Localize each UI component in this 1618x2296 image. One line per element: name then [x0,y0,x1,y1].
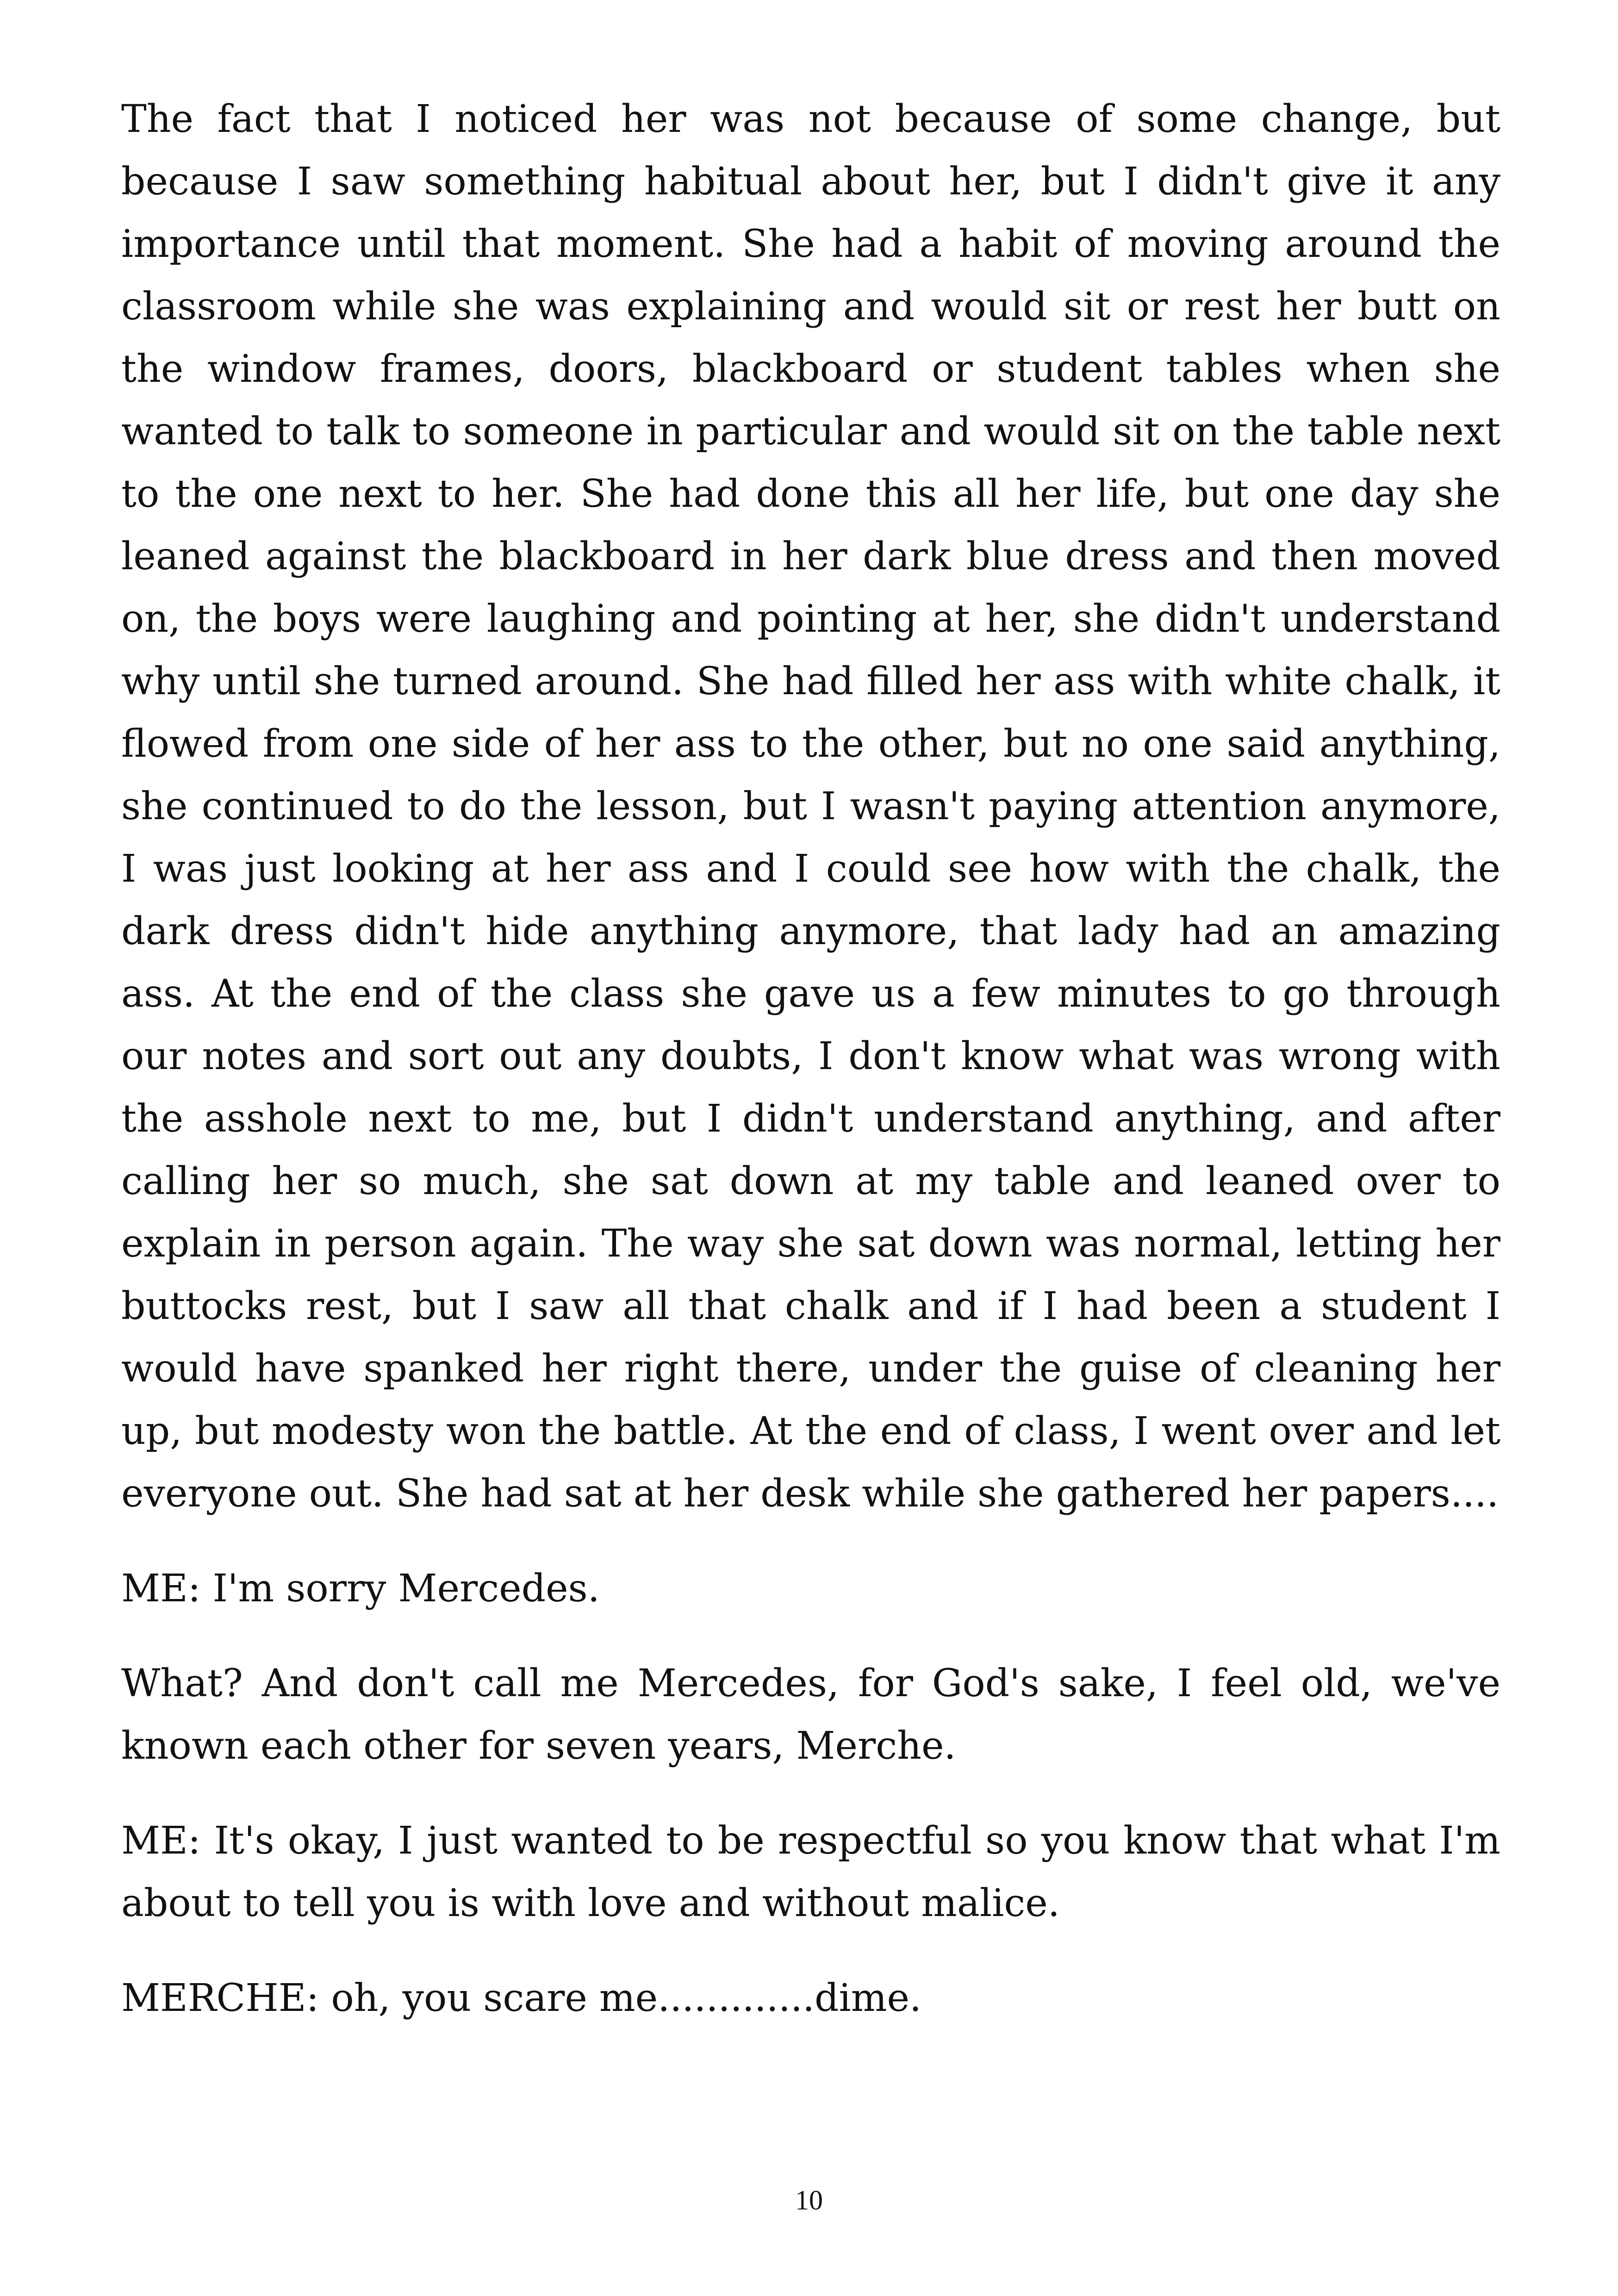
paragraph-dialogue-4: MERCHE: oh, you scare me.............dime. [121,1976,922,2020]
page-number: 10 [795,2185,823,2215]
paragraph-dialogue-3: ME: It's okay, I just wanted to be respectful so you know that what I'm about to tell you is with love and without malice. [121,1819,1500,1925]
body-text [121,88,1500,2029]
paragraph-narrative: The fact that I noticed her was not because of some change, but because I saw something habitual about her, but I didn't give it any importance until that moment. She had a habit of moving around the classroom while she was explaining and would sit or rest her butt on the window frames, doors, blackboard or student tables when she wanted to talk to someone in particular and would sit on the table next to the one next to her. She had done this all her life, but one day she leaned against the blackboard in her dark blue dress and then moved on, the boys were laughing and pointing at her, she didn't understand why until she turned around. She had filled her ass with white chalk, it flowed from one side of her ass to the other, but no one said anything, she continued to do the lesson, but I wasn't paying attention anymore, I was just looking at her ass and I could see how with the chalk, the dark dress didn't hide anything anymore, that lady had an amazing ass. At the end of the class she gave us a few minutes to go through our notes and sort out any doubts, I don't know what was wrong with the asshole next to me, but I didn't understand anything, and after calling her so much, she sat down at my table and leaned over to explain in person again. The way she sat down was normal, letting her buttocks rest, but I saw all that chalk and if I had been a student I would have spanked her right there, under the guise of cleaning her up, but modesty won the battle. At the end of class, I went over and let everyone out. She had sat at her desk while she gathered her papers.... [121,97,1500,1516]
paragraph-dialogue-2: What? And don't call me Mercedes, for God's sake, I feel old, we've known each other for seven years, Merche. [121,1661,1500,1768]
paragraph-dialogue-1: ME: I'm sorry Mercedes. [121,1567,600,1611]
